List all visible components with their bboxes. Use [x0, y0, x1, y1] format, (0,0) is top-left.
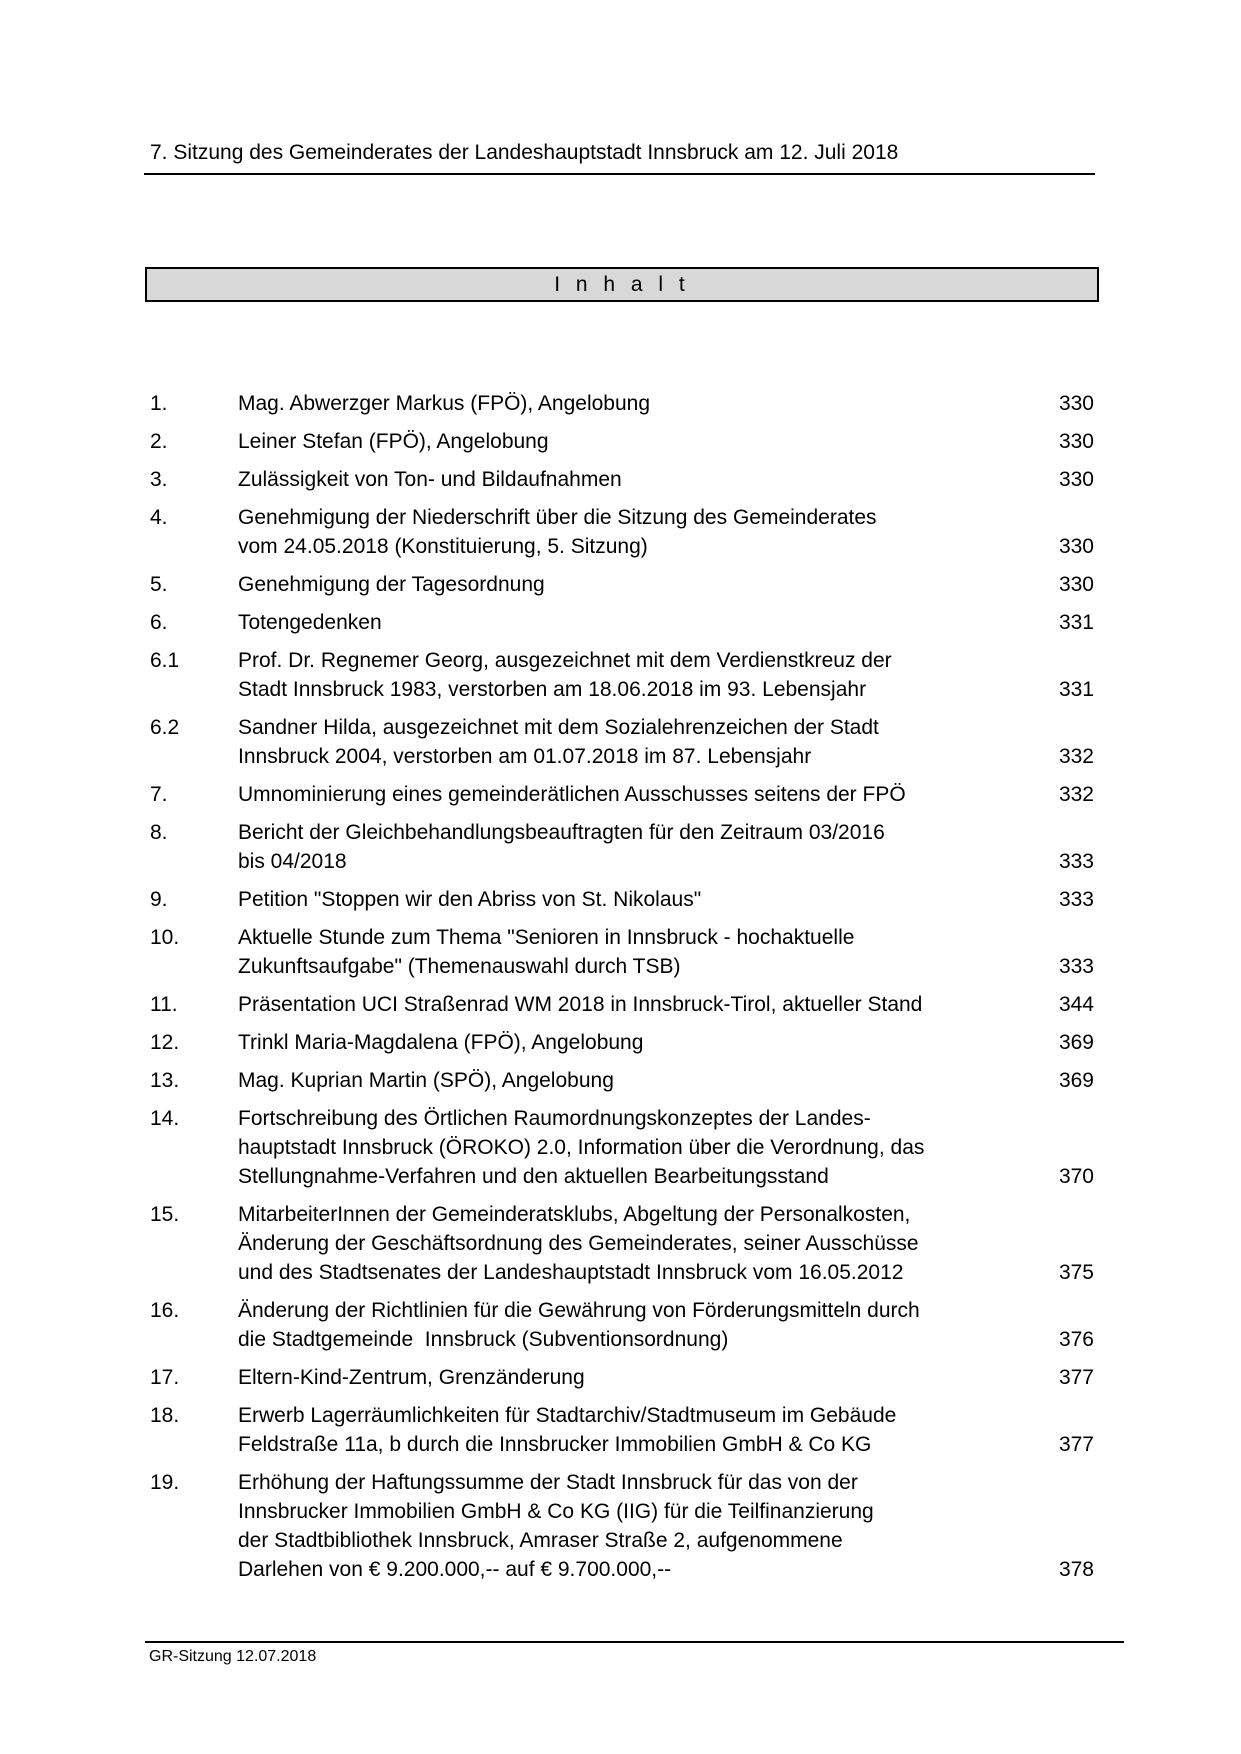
toc-item-page: 330	[1058, 468, 1094, 491]
toc-item-title-line: Trinkl Maria-Magdalena (FPÖ), Angelobung	[238, 1031, 644, 1054]
toc-item-title-line: Leiner Stefan (FPÖ), Angelobung	[238, 430, 549, 453]
footer-text: GR-Sitzung 12.07.2018	[149, 1648, 317, 1665]
page-header	[144, 140, 1095, 175]
toc-item-title	[238, 1296, 1014, 1354]
toc-item	[150, 465, 1094, 494]
toc-item-title-line: Stellungnahme-Verfahren und den aktuellen Bearbeitungsstand	[238, 1165, 829, 1188]
toc-item-page: 332	[1058, 783, 1094, 806]
toc-item	[150, 646, 1094, 704]
toc-item-title-line: bis 04/2018	[238, 850, 347, 873]
toc-item	[150, 990, 1094, 1019]
toc-item-title-line: Erhöhung der Haftungssumme der Stadt Innsbruck für das von der	[238, 1471, 858, 1494]
toc-item-page: 344	[1058, 993, 1094, 1016]
toc-item-title	[238, 1468, 1014, 1584]
toc-item-title-line: Genehmigung der Niederschrift über die Sitzung des Gemeinderates	[238, 506, 877, 529]
toc-item-title-line: Fortschreibung des Örtlichen Raumordnungskonzeptes der Landes-	[238, 1107, 871, 1130]
toc-item	[150, 1401, 1094, 1459]
toc-item-title	[238, 1401, 1014, 1459]
toc-item-title-line: Erwerb Lagerräumlichkeiten für Stadtarchiv/Stadtmuseum im Gebäude	[238, 1404, 897, 1427]
toc-item-title-line: Mag. Kuprian Martin (SPÖ), Angelobung	[238, 1069, 614, 1092]
toc-item	[150, 780, 1094, 809]
page-footer	[145, 1641, 1124, 1667]
toc-item-title-line: Darlehen von € 9.200.000,-- auf € 9.700.000,--	[238, 1558, 672, 1581]
toc-item-page: 330	[1058, 430, 1094, 453]
toc-item-page: 330	[1058, 535, 1094, 558]
toc-item-title	[238, 608, 1014, 637]
toc-item-title	[238, 885, 1014, 914]
toc-item-number: 9.	[150, 888, 168, 911]
toc-item-title	[238, 818, 1014, 876]
toc-item-number: 10.	[150, 926, 180, 949]
toc-item-number: 16.	[150, 1299, 180, 1322]
toc-item-number: 11.	[150, 993, 178, 1016]
toc-item	[150, 570, 1094, 599]
toc-item-title	[238, 1363, 1014, 1392]
toc-item-number: 4.	[150, 506, 168, 529]
toc-item-title-line: Aktuelle Stunde zum Thema "Senioren in Innsbruck - hochaktuelle	[238, 926, 855, 949]
toc-item-number: 6.1	[150, 649, 180, 672]
toc-item-number: 17.	[150, 1366, 180, 1389]
toc-item-number: 7.	[150, 783, 168, 806]
toc-item-page: 375	[1058, 1261, 1094, 1284]
toc-item-page: 330	[1058, 392, 1094, 415]
toc-item-page: 333	[1058, 850, 1094, 873]
toc-item	[150, 1104, 1094, 1191]
toc-item-title-line: Präsentation UCI Straßenrad WM 2018 in Innsbruck-Tirol, aktueller Stand	[238, 993, 923, 1016]
toc-item-number: 8.	[150, 821, 168, 844]
toc-item-title	[238, 1200, 1014, 1287]
toc-item-title-line: Totengedenken	[238, 611, 382, 634]
toc-item	[150, 1296, 1094, 1354]
toc-item-title-line: Zukunftsaufgabe" (Themenauswahl durch TSB)	[238, 955, 681, 978]
toc-item-title	[238, 389, 1014, 418]
toc-item-title	[238, 1028, 1014, 1057]
toc-item-number: 5.	[150, 573, 168, 596]
toc-item-title	[238, 646, 1014, 704]
toc-item-title-line: Bericht der Gleichbehandlungsbeauftragten für den Zeitraum 03/2016	[238, 821, 885, 844]
toc-item-page: 377	[1058, 1366, 1094, 1389]
toc-item-title	[238, 1104, 1014, 1191]
toc-item-number: 1.	[150, 392, 168, 415]
toc-item-title-line: Prof. Dr. Regnemer Georg, ausgezeichnet mit dem Verdienstkreuz der	[238, 649, 892, 672]
toc-item-title-line: Umnominierung eines gemeinderätlichen Ausschusses seitens der FPÖ	[238, 783, 906, 806]
toc-item-title-line: Zulässigkeit von Ton- und Bildaufnahmen	[238, 468, 622, 491]
toc-item	[150, 427, 1094, 456]
toc-item	[150, 818, 1094, 876]
toc-item-title	[238, 713, 1014, 771]
toc-item	[150, 1028, 1094, 1057]
toc-item-title-line: MitarbeiterInnen der Gemeinderatsklubs, Abgeltung der Personalkosten,	[238, 1203, 911, 1226]
toc-item-page: 369	[1058, 1031, 1094, 1054]
toc-item-title	[238, 923, 1014, 981]
toc-item-number: 13.	[150, 1069, 180, 1092]
toc-item-number: 3.	[150, 468, 168, 491]
toc-item-page: 377	[1058, 1433, 1094, 1456]
toc-item-title	[238, 427, 1014, 456]
toc-item-title-line: der Stadtbibliothek Innsbruck, Amraser Straße 2, aufgenommene	[238, 1529, 843, 1552]
toc-item-page: 330	[1058, 573, 1094, 596]
toc-item-title	[238, 1066, 1014, 1095]
toc-item-page: 369	[1058, 1069, 1094, 1092]
toc-item	[150, 503, 1094, 561]
toc-item	[150, 1468, 1094, 1584]
contents-heading: I n h a l t	[554, 272, 690, 296]
toc-item-title	[238, 780, 1014, 809]
toc-item	[150, 389, 1094, 418]
toc-item-title	[238, 465, 1014, 494]
toc-item-title-line: Sandner Hilda, ausgezeichnet mit dem Sozialehrenzeichen der Stadt	[238, 716, 879, 739]
toc-item-title-line: Innsbrucker Immobilien GmbH & Co KG (IIG) für die Teilfinanzierung	[238, 1500, 874, 1523]
toc-item-title-line: Innsbruck 2004, verstorben am 01.07.2018 im 87. Lebensjahr	[238, 745, 812, 768]
toc-item-page: 376	[1058, 1328, 1094, 1351]
toc-item-title-line: Änderung der Geschäftsordnung des Gemeinderates, seiner Ausschüsse	[238, 1232, 919, 1255]
toc-item-number: 14.	[150, 1107, 180, 1130]
toc-item	[150, 608, 1094, 637]
toc-item	[150, 923, 1094, 981]
toc-item-title	[238, 570, 1014, 599]
toc-item-page: 370	[1058, 1165, 1094, 1188]
toc-item-page: 332	[1058, 745, 1094, 768]
toc-item-page: 333	[1058, 888, 1094, 911]
toc-item-title-line: Eltern-Kind-Zentrum, Grenzänderung	[238, 1366, 585, 1389]
toc-item-title-line: Petition "Stoppen wir den Abriss von St. Nikolaus"	[238, 888, 702, 911]
toc-item-title	[238, 990, 1014, 1019]
toc-item-number: 6.	[150, 611, 168, 634]
toc-item-page: 333	[1058, 955, 1094, 978]
toc-item	[150, 713, 1094, 771]
toc-item-page: 331	[1058, 678, 1094, 701]
toc-item-title-line: Stadt Innsbruck 1983, verstorben am 18.06.2018 im 93. Lebensjahr	[238, 678, 867, 701]
toc-item-title-line: die Stadtgemeinde Innsbruck (Subventionsordnung)	[238, 1328, 729, 1351]
contents-heading-box	[145, 267, 1099, 302]
toc-item-title-line: vom 24.05.2018 (Konstituierung, 5. Sitzung)	[238, 535, 648, 558]
toc-item-title	[238, 503, 1014, 561]
toc-item-page: 378	[1058, 1558, 1094, 1581]
toc-item-title-line: Genehmigung der Tagesordnung	[238, 573, 545, 596]
toc-item-page: 331	[1058, 611, 1094, 634]
toc-item	[150, 1066, 1094, 1095]
toc-item-number: 19.	[150, 1471, 180, 1494]
toc-item-number: 6.2	[150, 716, 180, 739]
toc-item-number: 2.	[150, 430, 168, 453]
toc-item-title-line: Änderung der Richtlinien für die Gewährung von Förderungsmitteln durch	[238, 1299, 920, 1322]
page-title: 7. Sitzung des Gemeinderates der Landeshauptstadt Innsbruck am 12. Juli 2018	[150, 141, 899, 164]
toc-item-number: 15.	[150, 1203, 180, 1226]
toc-item-number: 18.	[150, 1404, 180, 1427]
toc-item-title-line: Mag. Abwerzger Markus (FPÖ), Angelobung	[238, 392, 651, 415]
toc-item	[150, 1363, 1094, 1392]
toc-list	[150, 389, 1094, 1593]
toc-item	[150, 885, 1094, 914]
toc-item-number: 12.	[150, 1031, 180, 1054]
toc-item-title-line: hauptstadt Innsbruck (ÖROKO) 2.0, Information über die Verordnung, das	[238, 1136, 925, 1159]
toc-item-title-line: und des Stadtsenates der Landeshauptstadt Innsbruck vom 16.05.2012	[238, 1261, 904, 1284]
toc-item-title-line: Feldstraße 11a, b durch die Innsbrucker Immobilien GmbH & Co KG	[238, 1433, 872, 1456]
toc-item	[150, 1200, 1094, 1287]
